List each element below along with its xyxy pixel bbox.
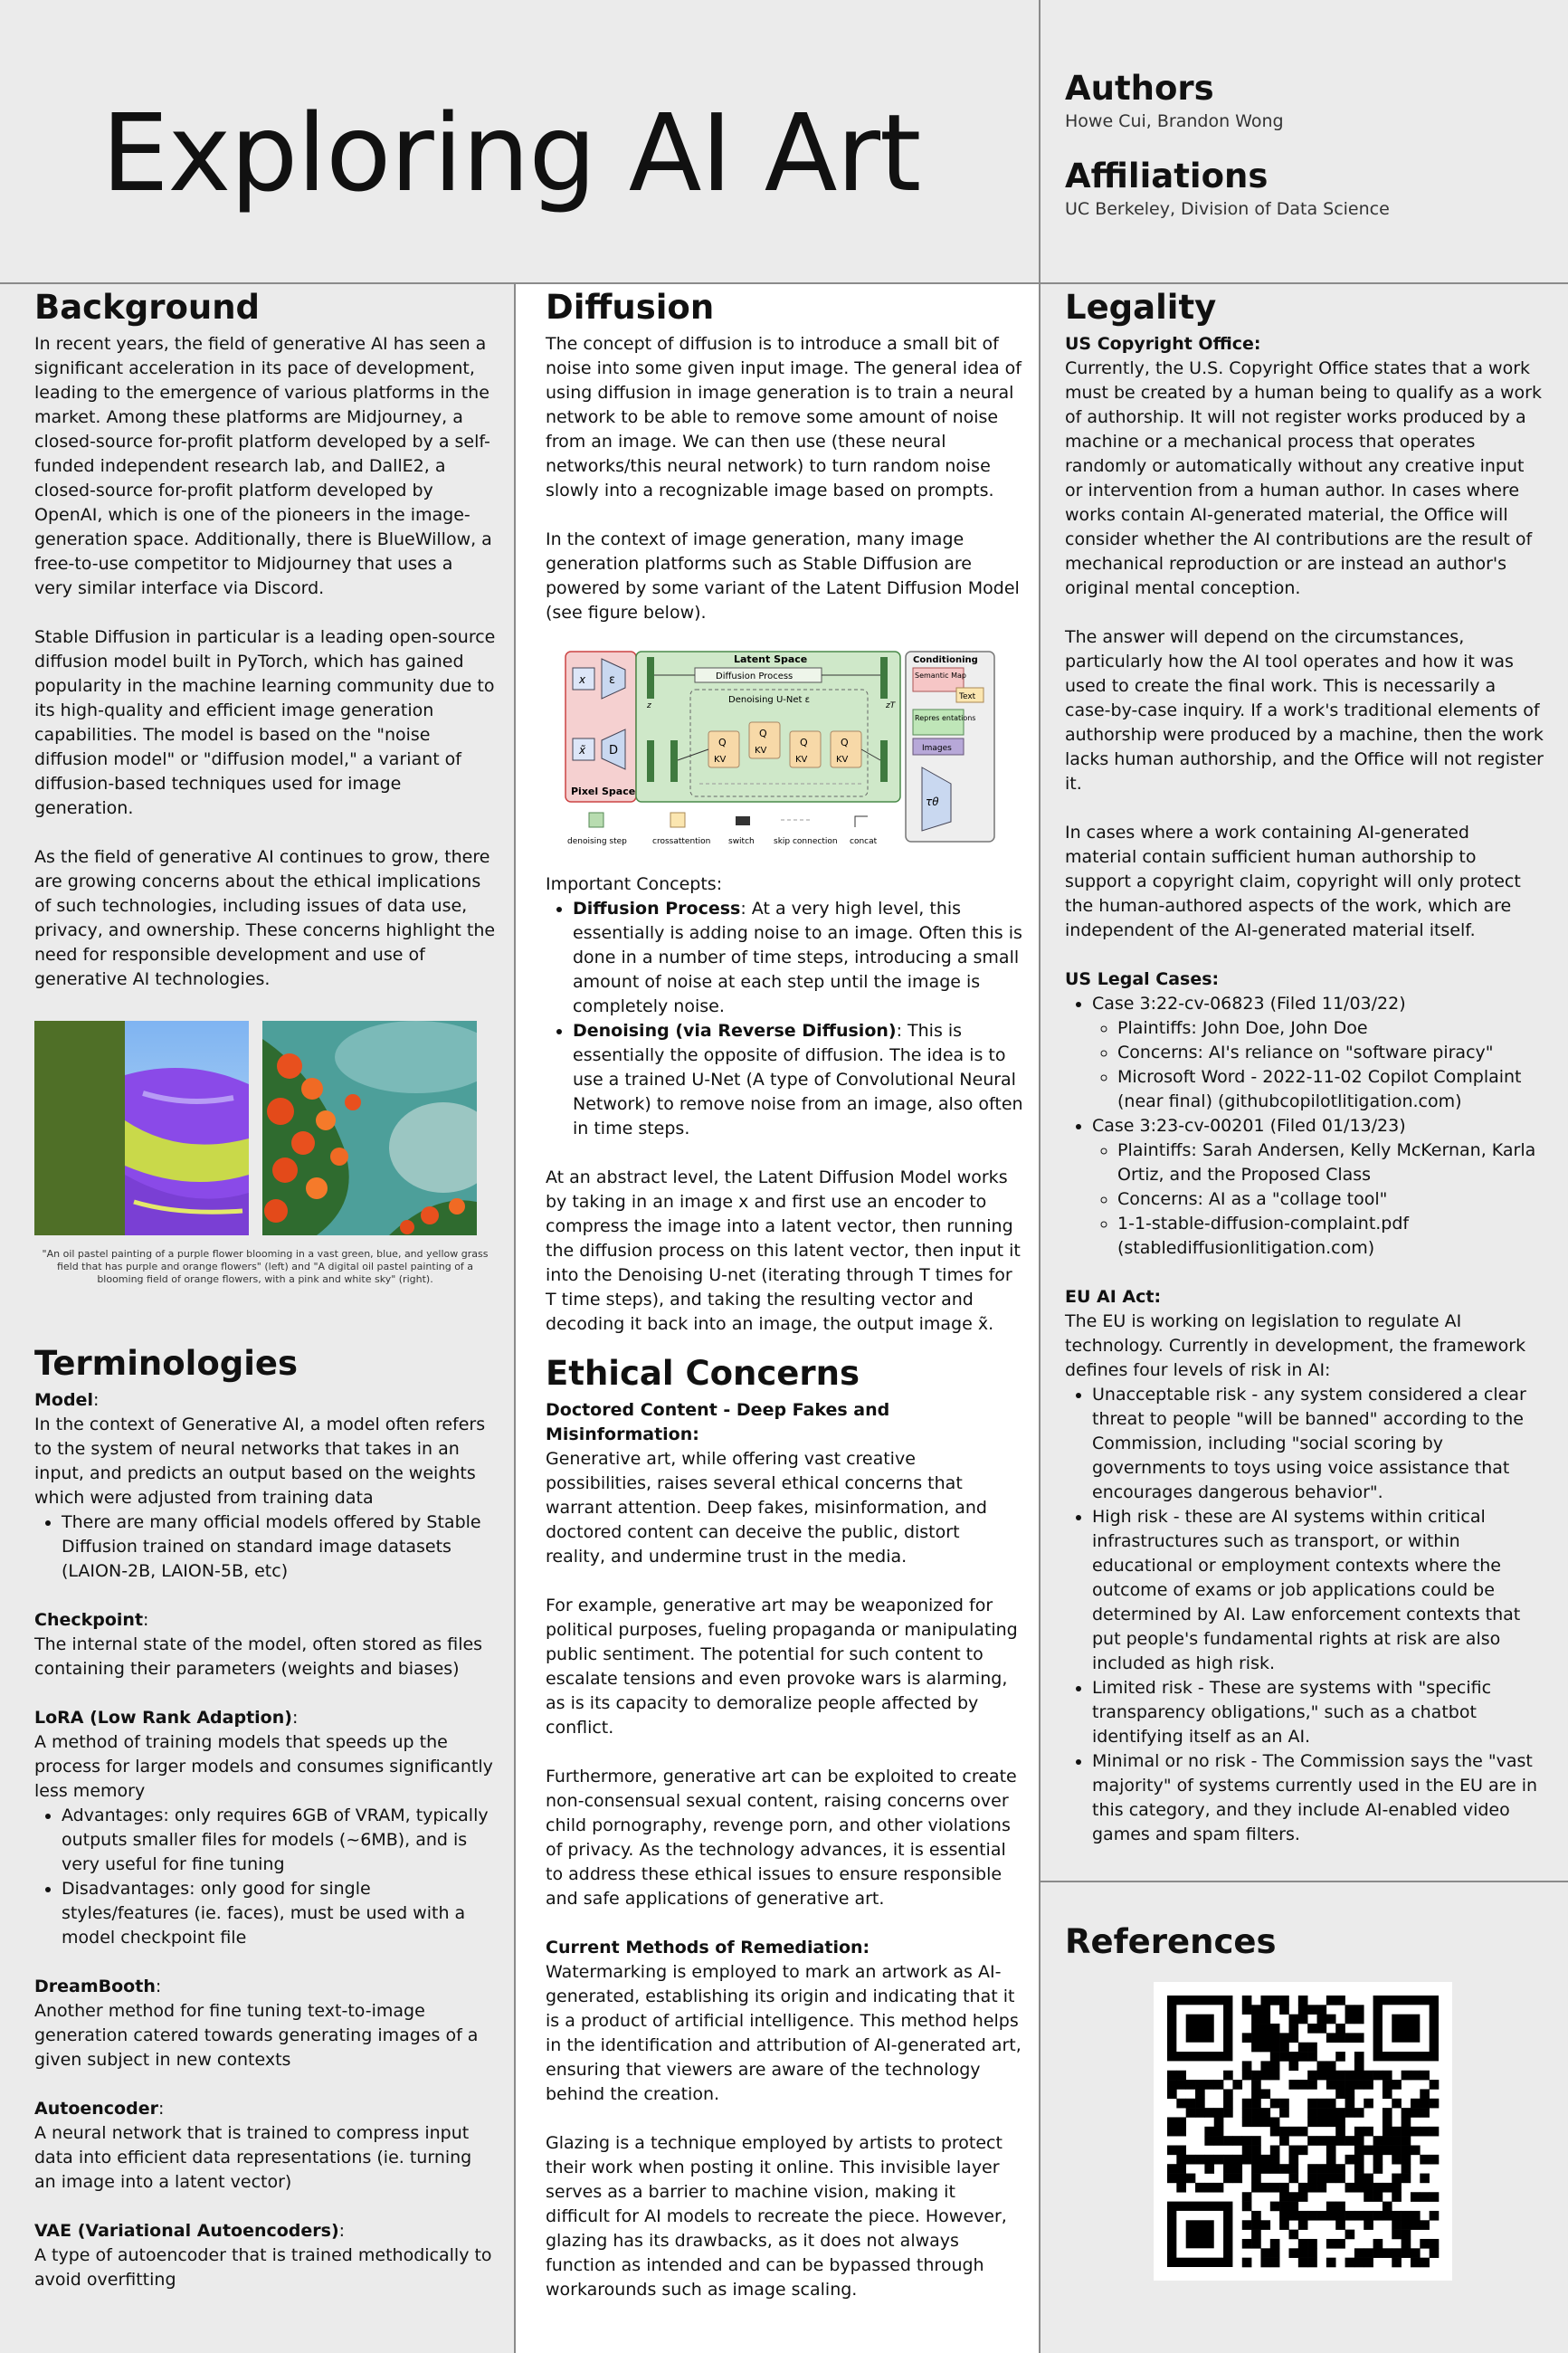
sample-images bbox=[34, 1021, 496, 1235]
term-dreambooth-text: Another method for fine tuning text-to-image generation catered towards generating images of a given subject in new contexts bbox=[34, 2001, 479, 2070]
list-item: • Minimal or no risk - The Commission says the "vast majority" of systems currently used in the EU are in this category, and they include AI-enabled video games and spam filters. bbox=[1092, 1749, 1544, 1847]
legend-crossattention bbox=[652, 813, 710, 846]
legal-cases-label: US Legal Cases: bbox=[1065, 969, 1220, 989]
references-heading: References bbox=[1065, 1922, 1277, 1961]
copyright-paragraph-2: The answer will depend on the circumstances, particularly how the AI tool operates and how it was used to create the final work. This is necessarily a case-by-case inquiry. If a work's traditional elements of authorship were produced by a machine, then the work lacks human authorship, and the Office will not register it. bbox=[1065, 627, 1544, 794]
svg-text:KV: KV bbox=[795, 755, 808, 765]
eu-risk-list bbox=[1092, 1383, 1544, 1847]
diffusion-process-label: Diffusion Process bbox=[716, 672, 794, 681]
legend-denoising bbox=[567, 813, 627, 846]
legend-switch bbox=[728, 816, 755, 846]
input-x-label: x bbox=[579, 673, 586, 686]
z-block bbox=[647, 657, 654, 699]
list-item: ◦ 1-1-stable-diffusion-complaint.pdf (stablediffusionlitigation.com) bbox=[1117, 1212, 1544, 1261]
authors-heading: Authors bbox=[1065, 69, 1214, 108]
svg-text:KV: KV bbox=[836, 755, 849, 765]
legality-heading: Legality bbox=[1065, 288, 1217, 327]
ethics-remediation-label: Current Methods of Remediation: bbox=[546, 1938, 870, 1958]
svg-text:Q: Q bbox=[759, 728, 767, 739]
z-out-block bbox=[647, 740, 654, 782]
zt-in-block bbox=[880, 740, 888, 782]
svg-text:crossattention: crossattention bbox=[652, 837, 711, 846]
list-item: • Case 3:22-cv-06823 (Filed 11/03/22) ◦ Plaintiffs: John Doe, John Doe ◦ Concerns: AI's reliance on "software piracy" ◦ Microsoft Word - 2022-11-02 Copilot Complaint (near final) (githubcopilotlitigation.com) bbox=[1092, 992, 1544, 1114]
conditioning-label: Conditioning bbox=[913, 655, 978, 665]
images-label: Images bbox=[922, 744, 952, 753]
background-paragraph-2: Stable Diffusion in particular is a leading open-source diffusion model built in PyTorch, which has gained popularity in the machine learning community due to its high-quality and efficient image generation capabilities. The model is based on the "noise diffusion model" or "diffusion model," a variant of diffusion-based techniques used for image generation. bbox=[34, 627, 496, 818]
list-item: • Unacceptable risk - any system considered a clear threat to people "will be banned" according to the Commission, including "social scoring by governments to toys using voice assistance that encourages dangerous behavior". bbox=[1092, 1383, 1544, 1505]
legend-skip bbox=[774, 820, 838, 846]
images-caption: "An oil pastel painting of a purple flower blooming in a vast green, blue, and yellow grass field that has purple and orange flowers" (left) and "A digital oil pastel painting of a blooming field of orange flowers, with a pink and white sky" (right). bbox=[42, 1248, 489, 1285]
list-item: • There are many official models offered by Stable Diffusion trained on standard image datasets (LAION-2B, LAION-5B, etc) bbox=[62, 1510, 496, 1584]
svg-text:KV: KV bbox=[714, 755, 727, 765]
qkv-block-3 bbox=[790, 731, 821, 767]
svg-text:Q: Q bbox=[800, 737, 808, 748]
term-model-list bbox=[62, 1510, 496, 1584]
term-autoencoder-text: A neural network that is trained to compress input data into efficient data representations (ie. turning an image into a latent vector) bbox=[34, 2123, 472, 2192]
term-model-text: In the context of Generative AI, a model often refers to the system of neural networks that takes in an input, and predicts an output based on the weights which were adjusted from training data bbox=[34, 1415, 486, 1508]
svg-text:KV: KV bbox=[755, 746, 767, 756]
eu-act-label: EU AI Act: bbox=[1065, 1287, 1162, 1307]
svg-text:skip connection: skip connection bbox=[774, 837, 838, 846]
affiliations-text: UC Berkeley, Division of Data Science bbox=[1065, 199, 1390, 219]
output-x-label: x̃ bbox=[579, 744, 586, 757]
svg-text:Q: Q bbox=[841, 737, 849, 748]
legend-concat bbox=[850, 816, 878, 846]
copyright-paragraph-3: In cases where a work containing AI-generated material contain sufficient human authorship to support a copyright claim, copyright will only protect the human-authored aspects of the work, which are independent of the AI-generated material itself. bbox=[1065, 823, 1521, 940]
references-qr-code[interactable] bbox=[1154, 1982, 1452, 2281]
z-label: z bbox=[647, 701, 651, 710]
term-lora-label: LoRA (Low Rank Adaption) bbox=[34, 1708, 292, 1728]
purple-flower-painting bbox=[34, 1021, 249, 1235]
zt-block bbox=[880, 657, 888, 699]
concepts-label: Important Concepts: bbox=[546, 874, 723, 894]
background-paragraph-1: In recent years, the field of generative AI has seen a significant acceleration in its pace of development, leading to the emergence of various platforms in the market. Among these platforms are Midjourney, a closed-source for-profit platform developed by a self-funded independent research lab, and DallE2, a closed-source for-profit platform developed by OpenAI, which is one of the pioneers in the image-generation space. Additionally, there is BlueWillow, a free-to-use competitor to Midjourney that uses a very similar interface via Discord. bbox=[34, 334, 492, 598]
zt-label: zT bbox=[886, 701, 896, 710]
diffusion-paragraph-2: In the context of image generation, many image generation platforms such as Stable Diffusion are powered by some variant of the Latent Diffusion Model (see figure below). bbox=[546, 529, 1020, 623]
term-checkpoint-text: The internal state of the model, often stored as files containing their parameters (weights and biases) bbox=[34, 1634, 483, 1679]
svg-text:switch: switch bbox=[728, 837, 755, 846]
center-column bbox=[546, 288, 1023, 2327]
diffusion-paragraph-1: The concept of diffusion is to introduce a small bit of noise into some given input image. The general idea of using diffusion in image generation is to train a neural network to be able to remove some amount of noise from an image. We can then use (these neural networks/this neural network) to turn random noise slowly into a recognizable image based on prompts. bbox=[546, 334, 1022, 500]
term-checkpoint-label: Checkpoint bbox=[34, 1610, 144, 1630]
list-item: • High risk - these are AI systems within critical infrastructures such as transport, or within educational or employment contexts where the outcome of exams or job applications could be determined by AI. Law enforcement contexts that put people's fundamental rights at risk are also included as high risk. bbox=[1092, 1505, 1544, 1676]
references-divider bbox=[1041, 1881, 1568, 1882]
semantic-map-label: Semantic Map bbox=[915, 672, 966, 680]
left-column: Background In recent years, the field of generative AI has seen a significant acceleration in its pace of development, leading to the emergence of various platforms in the market. Among these platforms are Midjourney, a closed-source for-profit platform developed by a self-funded independent research lab, and DallE2, a closed-source for-profit platform developed by OpenAI, which is one of the pioneers in the image-generation space. Additionally, there is BlueWillow, a free-to-use competitor to Midjourney that uses a very similar interface via Discord. Stable Diffusion in particular is a leading open-source diffusion model built in PyTorch, which has gained popularity in the machine learning community due to its high-quality and efficient image generation capabilities. The model is based on the "noise diffusion model" or "diffusion model," a variant of diffusion-based techniques used for image generation. As the field of generative AI continues to grow, there are growing concerns about the ethical implications of such technologies, including issues of data use, privacy, and ownership. These concerns highlight the need for responsible development and use of generative AI technologies. "An oil pastel painting of a purple flower blooming in a vast green, blue, and yellow grass field that has purple and orange flowers" (left) and "A digital oil pastel painting of a blooming field of orange flowers, with a pink and white sky" (right). Terminologies Model: In the context of Generative AI, a model often refers to the system of neural networks that takes in an input, and predicts an output based on the weights which were adjusted from training data • There are many official models offered by Stable Diffusion trained on standard image datasets (LAION-2B, LAION-5B, etc) Checkpoint: The internal state of the model, often stored as files containing their parameters (weights and biases) LoRA (Low Rank Adaption): A method of training models that speeds up the process for larger models and consumes significantly less memory • Advantages: only requires 6GB of VRAM, typically outputs smaller files for models (~6MB), and is very useful for fine tuning • Disadvantages: only good for single styles/features (ie. faces), must be used with a model checkpoint file DreamBooth: Another method for fine tuning text-to-image generation catered towards generating images of a given subject in new contexts Autoencoder: A neural network that is trained to compress input data into efficient data representations (ie. turning an image into a latent vector) VAE (Variational Autoencoders): A type of autoencoder that is trained methodically to avoid overfitting bbox=[34, 295, 496, 2292]
term-lora-text: A method of training models that speeds up the process for larger models and consumes significantly less memory bbox=[34, 1732, 493, 1801]
qkv-block-1 bbox=[708, 731, 739, 767]
list-item: ◦ Concerns: AI's reliance on "software piracy" bbox=[1117, 1041, 1544, 1065]
background-paragraph-3: As the field of generative AI continues to grow, there are growing concerns about the ethical implications of such technologies, including issues of data use, privacy, and ownership. These concerns highlight the need for responsible development and use of generative AI technologies. bbox=[34, 847, 496, 989]
poster-title: Exploring AI Art bbox=[101, 90, 921, 215]
svg-text:Q: Q bbox=[718, 737, 727, 748]
term-lora-list bbox=[62, 1804, 496, 1950]
encoder-label: ε bbox=[609, 673, 616, 687]
list-item: • Disadvantages: only good for single styles/features (ie. faces), must be used with a model checkpoint file bbox=[62, 1877, 496, 1950]
diffusion-paragraph-3: At an abstract level, the Latent Diffusion Model works by taking in an image x and first use an encoder to compress the image into a latent vector, then running the diffusion process on this latent vector, then input it into the Denoising U-net (iterating through T times for T time steps), and taking the resulting vector and decoding it back into an image, the output image x̃. bbox=[546, 1167, 1021, 1334]
list-item: ◦ Plaintiffs: Sarah Andersen, Kelly McKernan, Karla Ortiz, and the Proposed Class bbox=[1117, 1138, 1544, 1187]
ethics-paragraph-4: Watermarking is employed to mark an artwork as AI-generated, establishing its origin and indicating that it is a product of artificial intelligence. This method helps in the identification and attribution of AI-generated art, ensuring that viewers are aware of the technology behind the creation. bbox=[546, 1962, 1022, 2104]
ethics-paragraph-5: Glazing is a technique employed by artists to protect their work when posting it online. This invisible layer serves as a barrier to machine vision, making it difficult for AI models to recreate the piece. However, glazing has its drawbacks, as it does not always function as intended and can be bypassed through workarounds such as image scaling. bbox=[546, 2133, 1007, 2300]
ethics-paragraph-1: Generative art, while offering vast creative possibilities, raises several ethical concerns that warrant attention. Deep fakes, misinformation, and doctored content can deceive the public, distort reality, and undermine trust in the media. bbox=[546, 1449, 987, 1567]
copyright-label: US Copyright Office: bbox=[1065, 334, 1261, 354]
header-vertical-divider bbox=[1039, 0, 1041, 2353]
authors-block bbox=[1065, 69, 1554, 219]
latent-diffusion-diagram bbox=[564, 650, 998, 849]
representations-label: Repres entations bbox=[915, 714, 976, 722]
orange-flower-painting bbox=[262, 1021, 477, 1235]
ethics-heading: Ethical Concerns bbox=[546, 1354, 860, 1393]
list-item: • Denoising (via Reverse Diffusion): This is essentially the opposite of diffusion. The idea is to use a trained U-Net (A type of Convolutional Neural Network) to remove noise from an image, also often in time steps. bbox=[573, 1019, 1023, 1141]
background-heading: Background bbox=[34, 288, 261, 327]
svg-text:denoising step: denoising step bbox=[567, 837, 627, 846]
qkv-block-2 bbox=[749, 722, 780, 758]
zt-1-block bbox=[670, 740, 678, 782]
svg-text:concat: concat bbox=[850, 837, 878, 846]
term-model-label: Model bbox=[34, 1390, 93, 1410]
list-item: ◦ Plaintiffs: John Doe, John Doe bbox=[1117, 1016, 1544, 1041]
pixel-space-label: Pixel Space bbox=[571, 786, 636, 797]
text-label: Text bbox=[959, 692, 976, 701]
list-item: • Limited risk - These are systems with "specific transparency obligations," such as a chatbot identifying itself as an AI. bbox=[1092, 1676, 1544, 1749]
list-item: • Advantages: only requires 6GB of VRAM, typically outputs smaller files for models (~6MB), and is very useful for fine tuning bbox=[62, 1804, 496, 1877]
ethics-paragraph-3: Furthermore, generative art can be exploited to create non-consensual sexual content, raising concerns over child pornography, revenge porn, and other violations of privacy. As the technology advances, it is essential to address these ethical issues to ensure responsible and safe applications of generative art. bbox=[546, 1767, 1017, 1909]
term-vae-text: A type of autoencoder that is trained methodically to avoid overfitting bbox=[34, 2245, 492, 2290]
term-autoencoder-label: Autoencoder bbox=[34, 2099, 158, 2119]
term-vae-label: VAE (Variational Autoencoders) bbox=[34, 2221, 339, 2241]
qkv-block-4 bbox=[831, 731, 861, 767]
list-item: • Case 3:23-cv-00201 (Filed 01/13/23) ◦ Plaintiffs: Sarah Andersen, Kelly McKernan, Karla Ortiz, and the Proposed Class ◦ Concerns: AI as a "collage tool" ◦ 1-1-stable-diffusion-complaint.pdf (stablediffusionlitigation.com) bbox=[1092, 1114, 1544, 1261]
unet-label: Denoising U-Net ε bbox=[728, 695, 811, 705]
concepts-list bbox=[573, 897, 1023, 1141]
list-item: • Diffusion Process: At a very high level, this essentially is adding noise to an image. Often this is done in a number of time steps, introducing a small amount of noise at each step until the image is completely noise. bbox=[573, 897, 1023, 1019]
list-item: ◦ Concerns: AI as a "collage tool" bbox=[1117, 1187, 1544, 1212]
term-dreambooth-label: DreamBooth bbox=[34, 1977, 156, 1996]
decoder-label: D bbox=[609, 744, 619, 757]
copyright-paragraph-1: Currently, the U.S. Copyright Office states that a work must be created by a human being to qualify as a work of authorship. It will not register works produced by a machine or a mechanical process that operates randomly or automatically without any creative input or intervention from a human author. In cases where works contain AI-generated material, the Office will consider whether the AI contributions are the result of mechanical reproduction or are instead an author's original mental conception. bbox=[1065, 358, 1542, 598]
ethics-doctored-label: Doctored Content - Deep Fakes and Misinformation: bbox=[546, 1400, 890, 1444]
tau-label: τθ bbox=[926, 795, 939, 808]
list-item: ◦ Microsoft Word - 2022-11-02 Copilot Complaint (near final) (githubcopilotlitigation.com) bbox=[1117, 1065, 1544, 1114]
affiliations-heading: Affiliations bbox=[1065, 157, 1269, 195]
diffusion-heading: Diffusion bbox=[546, 288, 715, 327]
legal-cases-list bbox=[1092, 992, 1544, 1261]
latent-space-label: Latent Space bbox=[734, 653, 808, 665]
authors-names: Howe Cui, Brandon Wong bbox=[1065, 111, 1284, 131]
right-column bbox=[1065, 288, 1544, 1872]
terminologies-heading: Terminologies bbox=[34, 1344, 299, 1383]
ethics-paragraph-2: For example, generative art may be weaponized for political purposes, fueling propaganda or manipulating public sentiment. The potential for such content to escalate tensions and even provoke wars is alarming, as is its capacity to demoralize people affected by conflict. bbox=[546, 1596, 1018, 1738]
eu-act-text: The EU is working on legislation to regulate AI technology. Currently in development, the framework defines four levels of risk in AI: bbox=[1065, 1311, 1526, 1380]
